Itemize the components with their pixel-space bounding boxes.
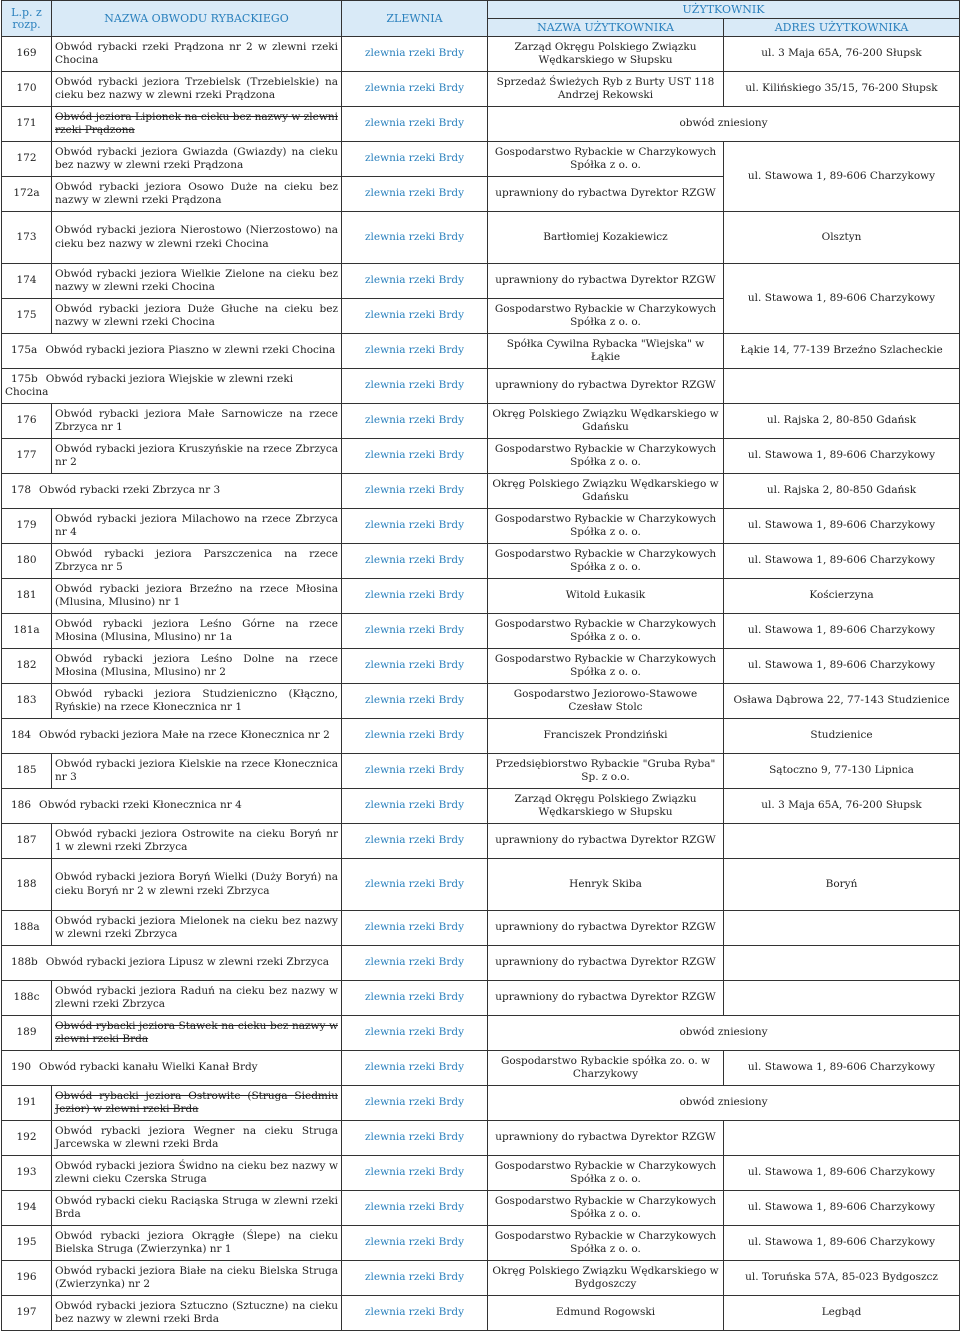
row-hatchery: zlewnia rzeki Brdy (342, 1051, 488, 1086)
table-row (2, 824, 960, 859)
row-hatchery: zlewnia rzeki Brdy (342, 1086, 488, 1121)
header-lp: L.p. z rozp. (2, 1, 52, 37)
row-lp-and-name (2, 334, 342, 369)
row-user-address: ul. Stawowa 1, 89-606 Charzykowy (724, 1226, 960, 1261)
row-user-name: Gospodarstwo Rybackie w Charzykowych Spółka z o. o. (488, 614, 724, 649)
row-district-name: Obwód rybacki jeziora Gwiazda (Gwiazdy) na cieku bez nazwy w zlewni rzeki Prądzona (52, 142, 342, 177)
row-user-name: Gospodarstwo Rybackie w Charzykowych Spółka z o. o. (488, 509, 724, 544)
row-lp-and-name (2, 369, 342, 404)
row-district-name: Obwód rybacki jeziora Kruszyńskie na rzece Zbrzyca nr 2 (52, 439, 342, 474)
row-district-name: Obwód rybacki jeziora Małe na rzece Kłonecznica nr 2 (39, 729, 330, 742)
row-lp: 178 (11, 484, 32, 497)
table-row (2, 509, 960, 544)
row-user-name: uprawniony do rybactwa Dyrektor RZGW (488, 824, 724, 859)
row-user-name: Gospodarstwo Rybackie w Charzykowych Spółka z o. o. (488, 649, 724, 684)
row-district-name: Obwód rybacki rzeki Kłonecznica nr 4 (39, 799, 242, 812)
table-row (2, 981, 960, 1016)
table-row (2, 684, 960, 719)
table-row (2, 614, 960, 649)
row-hatchery: zlewnia rzeki Brdy (342, 789, 488, 824)
table-row (2, 1261, 960, 1296)
row-district-name: Obwód rybacki jeziora Stawek na cieku bez nazwy w zlewni rzeki Brda (52, 1016, 342, 1051)
row-user-name: Sprzedaż Świeżych Ryb z Burty UST 118 Andrzej Rekowski (488, 72, 724, 107)
row-hatchery: zlewnia rzeki Brdy (342, 719, 488, 754)
table-row (2, 649, 960, 684)
row-hatchery: zlewnia rzeki Brdy (342, 946, 488, 981)
row-hatchery: zlewnia rzeki Brdy (342, 439, 488, 474)
table-row (2, 212, 960, 264)
row-hatchery: zlewnia rzeki Brdy (342, 1156, 488, 1191)
row-user-name: obwód zniesiony (488, 1016, 960, 1051)
row-user-name: Franciszek Prondziński (488, 719, 724, 754)
row-lp: 184 (11, 729, 32, 742)
row-lp-and-name (2, 789, 342, 824)
table-row (2, 1121, 960, 1156)
table-row (2, 911, 960, 946)
row-district-name: Obwód rybacki cieku Raciąska Struga w zlewni rzeki Brda (52, 1191, 342, 1226)
row-hatchery: zlewnia rzeki Brdy (342, 1226, 488, 1261)
row-user-address: ul. Stawowa 1, 89-606 Charzykowy (724, 509, 960, 544)
row-lp: 174 (2, 264, 52, 299)
row-lp: 197 (2, 1296, 52, 1331)
row-district-name: Obwód rybacki jeziora Piaszno w zlewni rzeki Chocina (45, 344, 336, 357)
row-user-name: Okręg Polskiego Związku Wędkarskiego w Bydgoszczy (488, 1261, 724, 1296)
row-lp: 185 (2, 754, 52, 789)
row-lp: 175 (2, 299, 52, 334)
table-row (2, 107, 960, 142)
row-district-name: Obwód rybacki jeziora Kielskie na rzece Kłonecznica nr 3 (52, 754, 342, 789)
row-user-name: Okręg Polskiego Związku Wędkarskiego w Gdańsku (488, 404, 724, 439)
row-lp: 179 (2, 509, 52, 544)
row-user-address: ul. 3 Maja 65A, 76-200 Słupsk (724, 37, 960, 72)
header-user-address: ADRES UŻYTKOWNIKA (724, 19, 960, 37)
row-user-address: ul. Stawowa 1, 89-606 Charzykowy (724, 1051, 960, 1086)
row-hatchery: zlewnia rzeki Brdy (342, 72, 488, 107)
row-user-name: uprawniony do rybactwa Dyrektor RZGW (488, 1121, 724, 1156)
row-hatchery: zlewnia rzeki Brdy (342, 404, 488, 439)
row-user-address (724, 911, 960, 946)
table-row (2, 334, 960, 369)
row-district-name: Obwód rybacki kanału Wielki Kanał Brdy (39, 1061, 258, 1074)
row-hatchery: zlewnia rzeki Brdy (342, 1261, 488, 1296)
row-district-name: Obwód rybacki jeziora Okrągłe (Ślepe) na cieku Bielska Struga (Zwierzynka) nr 1 (52, 1226, 342, 1261)
table-row (2, 946, 960, 981)
row-hatchery: zlewnia rzeki Brdy (342, 579, 488, 614)
row-user-name: obwód zniesiony (488, 107, 960, 142)
row-district-name: Obwód rybacki jeziora Lipusz w zlewni rzeki Zbrzyca (45, 956, 330, 969)
row-user-address: Olsztyn (724, 212, 960, 264)
row-hatchery: zlewnia rzeki Brdy (342, 369, 488, 404)
table-row (2, 1191, 960, 1226)
table-row (2, 1086, 960, 1121)
row-lp: 188 (2, 859, 52, 911)
row-user-name: uprawniony do rybactwa Dyrektor RZGW (488, 369, 724, 404)
row-user-name: Edmund Rogowski (488, 1296, 724, 1331)
row-lp-and-name (2, 474, 342, 509)
table-row (2, 474, 960, 509)
row-hatchery: zlewnia rzeki Brdy (342, 754, 488, 789)
row-lp: 187 (2, 824, 52, 859)
row-user-name: uprawniony do rybactwa Dyrektor RZGW (488, 911, 724, 946)
table-row (2, 859, 960, 911)
row-district-name: Obwód rybacki jeziora Raduń na cieku bez nazwy w zlewni rzeki Zbrzyca (52, 981, 342, 1016)
row-user-address: ul. Rajska 2, 80-850 Gdańsk (724, 474, 960, 509)
row-lp: 175a (11, 344, 38, 357)
row-user-address: ul. Toruńska 57A, 85-023 Bydgoszcz (724, 1261, 960, 1296)
row-user-address: Boryń (724, 859, 960, 911)
row-user-name: Okręg Polskiego Związku Wędkarskiego w Gdańsku (488, 474, 724, 509)
row-user-address (724, 1121, 960, 1156)
row-lp: 173 (2, 212, 52, 264)
row-user-address: Sątoczno 9, 77-130 Lipnica (724, 754, 960, 789)
row-district-name: Obwód jeziora Lipionek na cieku bez nazwy w zlewni rzeki Prądzona (52, 107, 342, 142)
row-lp: 180 (2, 544, 52, 579)
table-header (2, 1, 960, 37)
row-lp: 181a (2, 614, 52, 649)
table-row (2, 264, 960, 299)
row-user-name: Zarząd Okręgu Polskiego Związku Wędkarskiego w Słupsku (488, 789, 724, 824)
row-user-name: obwód zniesiony (488, 1086, 960, 1121)
row-district-name: Obwód rybacki jeziora Sztuczno (Sztuczne) na cieku bez nazwy w zlewni rzeki Brda (52, 1296, 342, 1331)
row-user-name: Witold Łukasik (488, 579, 724, 614)
row-user-address (724, 824, 960, 859)
row-lp: 181 (2, 579, 52, 614)
table-row (2, 37, 960, 72)
row-user-address: ul. Stawowa 1, 89-606 Charzykowy (724, 544, 960, 579)
row-user-address: ul. Kilińskiego 35/15, 76-200 Słupsk (724, 72, 960, 107)
table-row (2, 754, 960, 789)
row-district-name: Obwód rybacki jeziora Białe na cieku Bielska Struga (Zwierzynka) nr 2 (52, 1261, 342, 1296)
table-row (2, 369, 960, 404)
row-user-address: ul. Stawowa 1, 89-606 Charzykowy (724, 439, 960, 474)
row-user-address (724, 981, 960, 1016)
row-district-name: Obwód rybacki jeziora Ostrowite (Struga Siedmiu Jezior) w zlewni rzeki Brda (52, 1086, 342, 1121)
row-district-name: Obwód rybacki jeziora Nierostowo (Nierzostowo) na cieku bez nazwy w zlewni rzeki Chocina (52, 212, 342, 264)
row-lp: 169 (2, 37, 52, 72)
row-user-address: Kościerzyna (724, 579, 960, 614)
table-row (2, 579, 960, 614)
row-lp: 194 (2, 1191, 52, 1226)
table-body (2, 37, 960, 1331)
row-lp: 171 (2, 107, 52, 142)
row-lp: 193 (2, 1156, 52, 1191)
row-lp: 172 (2, 142, 52, 177)
row-hatchery: zlewnia rzeki Brdy (342, 1191, 488, 1226)
row-user-address: ul. Rajska 2, 80-850 Gdańsk (724, 404, 960, 439)
row-district-name: Obwód rybacki jeziora Mielonek na cieku bez nazwy w zlewni rzeki Zbrzyca (52, 911, 342, 946)
row-user-address: Łąkie 14, 77-139 Brzeźno Szlacheckie (724, 334, 960, 369)
row-lp-and-name (2, 946, 342, 981)
row-district-name: Obwód rybacki rzeki Prądzona nr 2 w zlewni rzeki Chocina (52, 37, 342, 72)
row-hatchery: zlewnia rzeki Brdy (342, 911, 488, 946)
row-user-address: Studzienice (724, 719, 960, 754)
row-user-address: ul. Stawowa 1, 89-606 Charzykowy (724, 614, 960, 649)
row-district-name: Obwód rybacki jeziora Leśno Górne na rzece Młosina (Mlusina, Mlusino) nr 1a (52, 614, 342, 649)
header-user-group: UŻYTKOWNIK (488, 1, 960, 19)
row-user-address: ul. Stawowa 1, 89-606 Charzykowy (724, 1156, 960, 1191)
row-lp: 188a (2, 911, 52, 946)
row-user-address: ul. Stawowa 1, 89-606 Charzykowy (724, 142, 960, 212)
row-lp: 188c (2, 981, 52, 1016)
row-user-name: Gospodarstwo Rybackie w Charzykowych Spółka z o. o. (488, 1226, 724, 1261)
row-hatchery: zlewnia rzeki Brdy (342, 1296, 488, 1331)
header-hatchery: ZLEWNIA (342, 1, 488, 37)
fishing-districts-table (1, 0, 960, 1331)
row-hatchery: zlewnia rzeki Brdy (342, 544, 488, 579)
row-district-name: Obwód rybacki rzeki Zbrzyca nr 3 (39, 484, 221, 497)
row-user-name: Gospodarstwo Rybackie w Charzykowych Spółka z o. o. (488, 142, 724, 177)
table-row (2, 1051, 960, 1086)
row-user-name: Gospodarstwo Rybackie w Charzykowych Spółka z o. o. (488, 299, 724, 334)
table-row (2, 1226, 960, 1261)
row-district-name: Obwód rybacki jeziora Studzieniczno (Kłączno, Ryńskie) na rzece Kłonecznica nr 1 (52, 684, 342, 719)
row-user-name: Gospodarstwo Rybackie spółka zo. o. w Charzykowy (488, 1051, 724, 1086)
row-lp: 176 (2, 404, 52, 439)
row-lp: 192 (2, 1121, 52, 1156)
row-user-address: ul. Stawowa 1, 89-606 Charzykowy (724, 264, 960, 334)
row-district-name: Obwód rybacki jeziora Parszczenica na rzece Zbrzyca nr 5 (52, 544, 342, 579)
row-user-name: uprawniony do rybactwa Dyrektor RZGW (488, 177, 724, 212)
table-row (2, 719, 960, 754)
row-hatchery: zlewnia rzeki Brdy (342, 859, 488, 911)
row-district-name: Obwód rybacki jeziora Duże Głuche na cieku bez nazwy w zlewni rzeki Chocina (52, 299, 342, 334)
row-hatchery: zlewnia rzeki Brdy (342, 264, 488, 299)
header-district-name: NAZWA OBWODU RYBACKIEGO (52, 1, 342, 37)
table-row (2, 404, 960, 439)
row-lp: 190 (11, 1061, 32, 1074)
row-lp: 182 (2, 649, 52, 684)
row-hatchery: zlewnia rzeki Brdy (342, 1016, 488, 1051)
row-lp: 186 (11, 799, 32, 812)
row-user-address: ul. 3 Maja 65A, 76-200 Słupsk (724, 789, 960, 824)
row-hatchery: zlewnia rzeki Brdy (342, 824, 488, 859)
row-user-address (724, 946, 960, 981)
row-user-name: Gospodarstwo Rybackie w Charzykowych Spółka z o. o. (488, 544, 724, 579)
row-district-name: Obwód rybacki jeziora Osowo Duże na cieku bez nazwy w zlewni rzeki Prądzona (52, 177, 342, 212)
row-lp-and-name (2, 1051, 342, 1086)
row-hatchery: zlewnia rzeki Brdy (342, 509, 488, 544)
row-district-name: Obwód rybacki jeziora Wielkie Zielone na cieku bez nazwy w zlewni rzeki Chocina (52, 264, 342, 299)
row-district-name: Obwód rybacki jeziora Milachowo na rzece Zbrzyca nr 4 (52, 509, 342, 544)
row-district-name: Obwód rybacki jeziora Małe Sarnowicze na rzece Zbrzyca nr 1 (52, 404, 342, 439)
row-hatchery: zlewnia rzeki Brdy (342, 1121, 488, 1156)
table-row (2, 1016, 960, 1051)
row-district-name: Obwód rybacki jeziora Brzeźno na rzece Młosina (Mlusina, Mlusino) nr 1 (52, 579, 342, 614)
row-user-name: Spółka Cywilna Rybacka "Wiejska" w Łąkie (488, 334, 724, 369)
row-lp-and-name (2, 719, 342, 754)
row-hatchery: zlewnia rzeki Brdy (342, 142, 488, 177)
row-user-name: Gospodarstwo Rybackie w Charzykowych Spółka z o. o. (488, 1191, 724, 1226)
row-hatchery: zlewnia rzeki Brdy (342, 474, 488, 509)
row-lp: 183 (2, 684, 52, 719)
row-user-address: Legbąd (724, 1296, 960, 1331)
row-user-address (724, 369, 960, 404)
row-lp: 175b (11, 372, 38, 385)
row-hatchery: zlewnia rzeki Brdy (342, 107, 488, 142)
row-user-name: Bartłomiej Kozakiewicz (488, 212, 724, 264)
row-district-name: Obwód rybacki jeziora Ostrowite na cieku Boryń nr 1 w zlewni rzeki Zbrzyca (52, 824, 342, 859)
row-district-name: Obwód rybacki jeziora Wegner na cieku Struga Jarcewska w zlewni rzeki Brda (52, 1121, 342, 1156)
row-lp: 191 (2, 1086, 52, 1121)
row-district-name: Obwód rybacki jeziora Świdno na cieku bez nazwy w zlewni cieku Czerska Struga (52, 1156, 342, 1191)
row-user-name: Przedsiębiorstwo Rybackie "Gruba Ryba" Sp. z o.o. (488, 754, 724, 789)
row-lp: 189 (2, 1016, 52, 1051)
row-district-name: Obwód rybacki jeziora Trzebielsk (Trzebielskie) na cieku bez nazwy w zlewni rzeki Prądzona (52, 72, 342, 107)
row-user-name: Gospodarstwo Jeziorowo-Stawowe Czesław Stolc (488, 684, 724, 719)
row-user-name: uprawniony do rybactwa Dyrektor RZGW (488, 264, 724, 299)
row-user-address: ul. Stawowa 1, 89-606 Charzykowy (724, 1191, 960, 1226)
row-user-name: uprawniony do rybactwa Dyrektor RZGW (488, 946, 724, 981)
row-district-name: Obwód rybacki jeziora Wiejskie w zlewni rzeki Chocina (5, 372, 294, 398)
row-hatchery: zlewnia rzeki Brdy (342, 981, 488, 1016)
row-hatchery: zlewnia rzeki Brdy (342, 684, 488, 719)
row-user-name: uprawniony do rybactwa Dyrektor RZGW (488, 981, 724, 1016)
row-district-name: Obwód rybacki jeziora Boryń Wielki (Duży Boryń) na cieku Boryń nr 2 w zlewni rzeki Zbrzyca (52, 859, 342, 911)
row-lp: 172a (2, 177, 52, 212)
row-user-name: Gospodarstwo Rybackie w Charzykowych Spółka z o. o. (488, 1156, 724, 1191)
table-row (2, 142, 960, 177)
row-hatchery: zlewnia rzeki Brdy (342, 614, 488, 649)
row-hatchery: zlewnia rzeki Brdy (342, 177, 488, 212)
row-hatchery: zlewnia rzeki Brdy (342, 212, 488, 264)
row-lp: 170 (2, 72, 52, 107)
table-row (2, 544, 960, 579)
table-row (2, 439, 960, 474)
table-row (2, 789, 960, 824)
row-hatchery: zlewnia rzeki Brdy (342, 299, 488, 334)
row-lp: 195 (2, 1226, 52, 1261)
row-hatchery: zlewnia rzeki Brdy (342, 334, 488, 369)
row-district-name: Obwód rybacki jeziora Leśno Dolne na rzece Młosina (Mlusina, Mlusino) nr 2 (52, 649, 342, 684)
row-lp: 196 (2, 1261, 52, 1296)
row-lp: 188b (11, 956, 38, 969)
row-user-address: Osława Dąbrowa 22, 77-143 Studzienice (724, 684, 960, 719)
header-user-name: NAZWA UŻYTKOWNIKA (488, 19, 724, 37)
row-user-name: Zarząd Okręgu Polskiego Związku Wędkarskiego w Słupsku (488, 37, 724, 72)
row-hatchery: zlewnia rzeki Brdy (342, 649, 488, 684)
table-row (2, 1156, 960, 1191)
table-row (2, 1296, 960, 1331)
row-user-address: ul. Stawowa 1, 89-606 Charzykowy (724, 649, 960, 684)
row-lp: 177 (2, 439, 52, 474)
row-user-name: Gospodarstwo Rybackie w Charzykowych Spółka z o. o. (488, 439, 724, 474)
row-user-name: Henryk Skiba (488, 859, 724, 911)
table-row (2, 72, 960, 107)
row-hatchery: zlewnia rzeki Brdy (342, 37, 488, 72)
